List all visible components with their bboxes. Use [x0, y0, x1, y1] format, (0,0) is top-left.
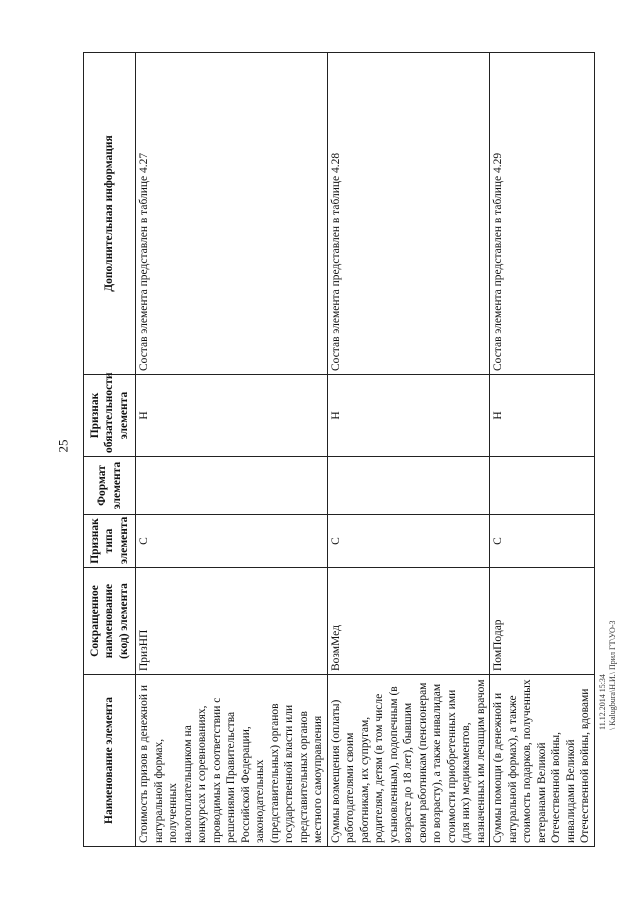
element-name-cell: Суммы возмещения (оплаты) работодателями своим работникам, их супругам, родителям, детям (в том числе усыновленным), подопечным (в возрасте до 18 лет), бывшим своим работникам (пенсионерам по возрасту), а также инвалидам стоимости приобретенных ими (для них) медикаментов, назначенных им лечащим врачом: [327, 675, 490, 847]
element-format-cell: [490, 457, 595, 515]
element-info-cell: Состав элемента представлен в таблице 4.27: [136, 53, 328, 375]
element-required-cell: Н: [136, 375, 328, 457]
rotated-table-container: [83, 53, 591, 847]
header-cell: Сокращенное наименование (код) элемента: [84, 568, 136, 675]
table-row: [490, 53, 595, 847]
element-info-cell: Состав элемента представлен в таблице 4.29: [490, 53, 595, 375]
element-format-cell: [327, 457, 490, 515]
element-type-cell: С: [136, 515, 328, 568]
element-required-cell: Н: [490, 375, 595, 457]
element-code-cell: ПризНП: [136, 568, 328, 675]
header-cell: Дополнительная информация: [84, 53, 136, 375]
element-code-cell: ПомПодар: [490, 568, 595, 675]
header-cell: Формат элемента: [84, 457, 136, 515]
table-row: [327, 53, 490, 847]
element-type-cell: С: [327, 515, 490, 568]
header-cell: Наименование элемента: [84, 675, 136, 847]
footer-line-2: \ Kalugbura\H.И.\ Прил ГТ\УО-3: [608, 620, 617, 730]
element-type-cell: С: [490, 515, 595, 568]
element-format-cell: [136, 457, 328, 515]
element-required-cell: Н: [327, 375, 490, 457]
elements-table: [83, 52, 595, 847]
footer-stamp: [598, 580, 618, 730]
table-row: [136, 53, 328, 847]
header-cell: Признак обязательности элемента: [84, 375, 136, 457]
header-cell: Признак типа элемента: [84, 515, 136, 568]
element-code-cell: ВозмМед: [327, 568, 490, 675]
element-name-cell: Стоимость призов в денежной и натуральной формах, полученных налогоплательщиком на конкурсах и соревнованиях, проводимых в соответствии с решениями Правительства Российской Федерации, законодательных (представительных) органов государственной власти или представительных органов местного самоуправления: [136, 675, 328, 847]
table-header-row: [84, 53, 136, 847]
element-info-cell: Состав элемента представлен в таблице 4.28: [327, 53, 490, 375]
element-name-cell: Суммы помощи (в денежной и натуральной формах), а также стоимость подарков, полученных ветеранами Великой Отечественной войны, инвалидами Великой Отечественной войны, вдовами: [490, 675, 595, 847]
page-number: 25: [55, 439, 71, 453]
footer-line-1: 11.12.2014 15:34: [598, 674, 607, 730]
